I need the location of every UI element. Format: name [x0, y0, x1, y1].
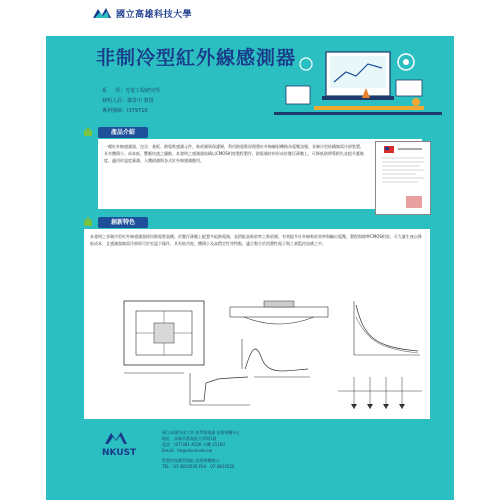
- university-emblem-icon: [92, 6, 112, 20]
- figure-cross-section: [224, 295, 334, 329]
- figure-array-timing: [334, 371, 426, 415]
- footer-line: 電話：(07)381-4526 分機 15100: [162, 442, 225, 447]
- patent-certificate: [375, 141, 431, 215]
- footer: [100, 428, 400, 478]
- meta-patent: 專利號碼：I379710: [102, 108, 148, 114]
- intro-panel: [98, 139, 422, 209]
- features-panel: [84, 229, 430, 419]
- puzzle-icon: [83, 217, 93, 227]
- puzzle-icon: [83, 127, 93, 137]
- hero-illustration: [266, 42, 446, 122]
- features-text: 本發明之非制冷型紅外線感測器採用熱電堆架構，於懸浮薄膜上配置多組熱電偶，並搭配高吸收率之吸收層，有效提升紅外線吸收效率與輸出電壓。製程與標準CMOS相容，可大量生產以降低成本，且感測器無需冷卻即可於室溫下操作，具有低功耗、體積小及高穩定性等特點，適合整合於消費性電子與工業監控設備之中。: [90, 234, 422, 246]
- university-name: 國立高雄科技大學: [116, 9, 193, 20]
- meta-department: 系 所：光電工程研究所: [102, 88, 161, 94]
- page-title: 非制冷型紅外線感測器: [96, 47, 297, 69]
- figure-step-response: [184, 369, 254, 409]
- footer-line: 地址：高雄市燕巢區大學路1號: [162, 436, 217, 441]
- meta-inventor: 發明人員：蕭景中 教授: [102, 98, 154, 104]
- certificate-document-icon: [376, 142, 430, 214]
- poster: [46, 0, 454, 500]
- footer-line: 智慧財產權管理組 技術移轉窗口: [162, 458, 220, 463]
- university-logo: [92, 6, 192, 20]
- footer-line: 國立高雄科技大學 產學營運處 技術移轉中心: [162, 430, 241, 435]
- nkust-logo-icon: [104, 430, 128, 446]
- meta-info: [102, 86, 160, 116]
- intro-text: 一種紅外線感測器，包含：基板、熱電堆感測元件、吸收層與保護層，利用熱電堆原理將紅外線輻射轉換為電壓訊號；非制冷型結構無需冷卻裝置，具有體積小、成本低、響應快速之優點。本發明之感測器結構以CMOS相容製程製作，熱電偶材料形成於懸浮薄膜上，可降低熱傳導損失並提升靈敏度，適用於溫度量測、人體偵測與各式紅外線感測應用。: [104, 144, 364, 163]
- footer-brand: NKUST: [102, 448, 137, 458]
- figure-sensor-layout: [114, 293, 214, 379]
- intro-heading: 產品介紹: [98, 127, 148, 138]
- figure-voltage-plot: [344, 297, 424, 363]
- footer-line: TEL：07-3814526 FAX：07-3814526: [162, 464, 235, 469]
- footer-line: Email：tlo@nkust.edu.tw: [162, 448, 213, 453]
- features-heading: 創新特色: [98, 217, 148, 228]
